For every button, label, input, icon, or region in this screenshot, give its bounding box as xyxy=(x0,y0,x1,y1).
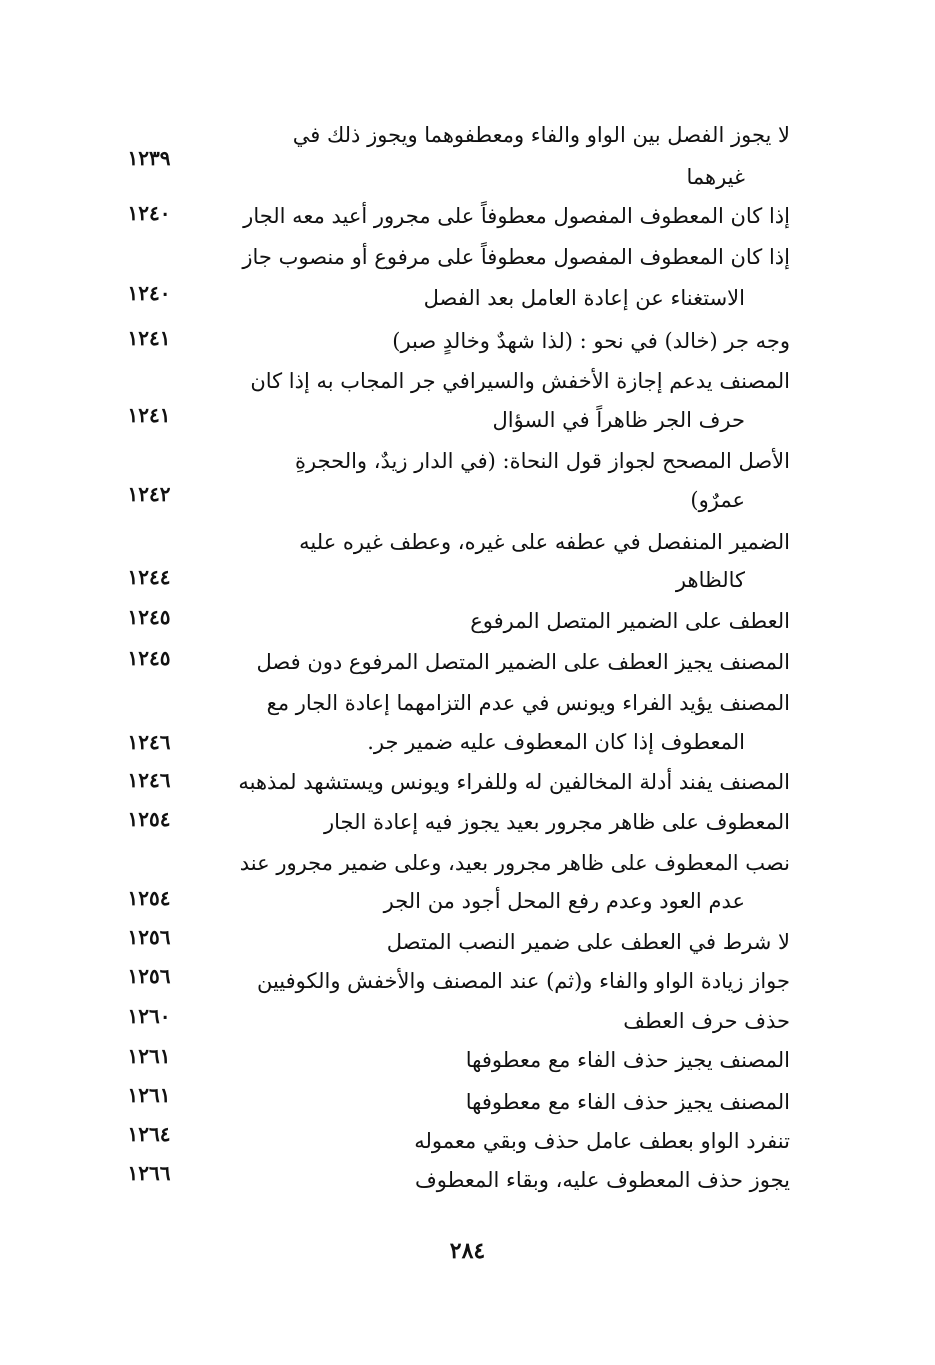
entry-text-line: جواز زيادة الواو والفاء و(ثم) عند المصنف والأخفش والكوفيين xyxy=(256,969,790,993)
entry-page-number: ١٢٤٦ xyxy=(127,730,171,754)
entry-page-number: ١٢٦٤ xyxy=(127,1122,171,1146)
entry-page-number: ١٢٤٥ xyxy=(127,605,171,629)
entry-text-line: المصنف يفند أدلة المخالفين له وللفراء ويونس ويستشهد لمذهبه xyxy=(238,770,790,794)
entry-page-number: ١٢٥٦ xyxy=(127,925,171,949)
entry-continuation-line: حرف الجر ظاهراً في السؤال xyxy=(492,408,745,432)
entry-page-number: ١٢٦١ xyxy=(127,1083,171,1107)
entry-text-line: حذف حرف العطف xyxy=(623,1009,790,1033)
entry-page-number: ١٢٥٤ xyxy=(127,807,171,831)
entry-page-number: ١٢٥٤ xyxy=(127,886,171,910)
entry-page-number: ١٢٤٥ xyxy=(127,646,171,670)
entry-text-line: نصب المعطوف على ظاهر مجرور بعيد، وعلى ضمير مجرور عند xyxy=(239,851,790,875)
entry-text-line: المعطوف على ظاهر مجرور بعيد يجوز فيه إعادة الجار xyxy=(324,810,790,834)
entry-text-line: لا يجوز الفصل بين الواو والفاء ومعطفوهما ويجوز ذلك في xyxy=(292,123,790,147)
entry-text-line: المصنف يؤيد الفراء ويونس في عدم التزامهما إعادة الجار مع xyxy=(266,691,790,715)
entry-continuation-line: المعطوف إذا كان المعطوف عليه ضمير جر. xyxy=(367,730,745,754)
entry-text-line: المصنف يجيز حذف الفاء مع معطوفها xyxy=(465,1048,790,1072)
entry-text-line: المصنف يجيز العطف على الضمير المتصل المرفوع دون فصل xyxy=(256,650,790,674)
entry-text-line: المصنف يجيز حذف الفاء مع معطوفها xyxy=(465,1090,790,1114)
entry-text-line: لا شرط في العطف على ضمير النصب المتصل xyxy=(386,930,790,954)
entry-text-line: الضمير المنفصل في عطفه على غيره، وعطف غيره عليه xyxy=(299,530,790,554)
entry-page-number: ١٢٦٠ xyxy=(127,1004,171,1028)
entry-page-number: ١٢٦١ xyxy=(127,1044,171,1068)
entry-page-number: ١٢٤٢ xyxy=(127,482,171,506)
entry-page-number: ١٢٦٦ xyxy=(127,1161,171,1185)
entry-text-line: إذا كان المعطوف المفصول معطوفاً على مرفوع أو منصوب جاز xyxy=(242,245,790,269)
entry-text-line: وجه جر (خالد) في نحو : (لذا شهدٌ وخالدٍ صبر) xyxy=(392,329,790,353)
entry-page-number: ١٢٤٦ xyxy=(127,768,171,792)
entry-page-number: ١٢٤٠ xyxy=(127,201,171,225)
entry-text-line: الأصل المصحح لجواز قول النحاة: (في الدار زيدٌ، والحجرةِ xyxy=(295,449,790,473)
page-folio-number: ٢٨٤ xyxy=(449,1238,486,1264)
entry-text-line: المصنف يدعم إجازة الأخفش والسيرافي جر المجاب به إذا كان xyxy=(250,369,790,393)
entry-page-number: ١٢٤١ xyxy=(127,403,171,427)
entry-page-number: ١٢٤٠ xyxy=(127,281,171,305)
entry-text-line: يجوز حذف المعطوف عليه، وبقاء المعطوف xyxy=(415,1168,790,1192)
entry-page-number: ١٢٣٩ xyxy=(127,146,171,170)
entry-text-line: العطف على الضمير المتصل المرفوع xyxy=(470,609,790,633)
entry-text-line: إذا كان المعطوف المفصول معطوفاً على مجرور أعيد معه الجار xyxy=(243,204,790,228)
entry-continuation-line: عدم العود وعدم رفع المحل أجود من الجر xyxy=(383,889,745,913)
entry-continuation-line: الاستغناء عن إعادة العامل بعد الفصل xyxy=(423,286,745,310)
entry-page-number: ١٢٤٤ xyxy=(127,565,171,589)
entry-page-number: ١٢٤١ xyxy=(127,326,171,350)
entry-continuation-line: عمرٌو) xyxy=(690,488,745,512)
entry-continuation-line: غيرهما xyxy=(686,165,745,189)
entry-continuation-line: كالظاهر xyxy=(675,568,745,592)
entry-text-line: تنفرد الواو بعطف عامل حذف وبقي معموله xyxy=(414,1129,790,1153)
entry-page-number: ١٢٥٦ xyxy=(127,964,171,988)
